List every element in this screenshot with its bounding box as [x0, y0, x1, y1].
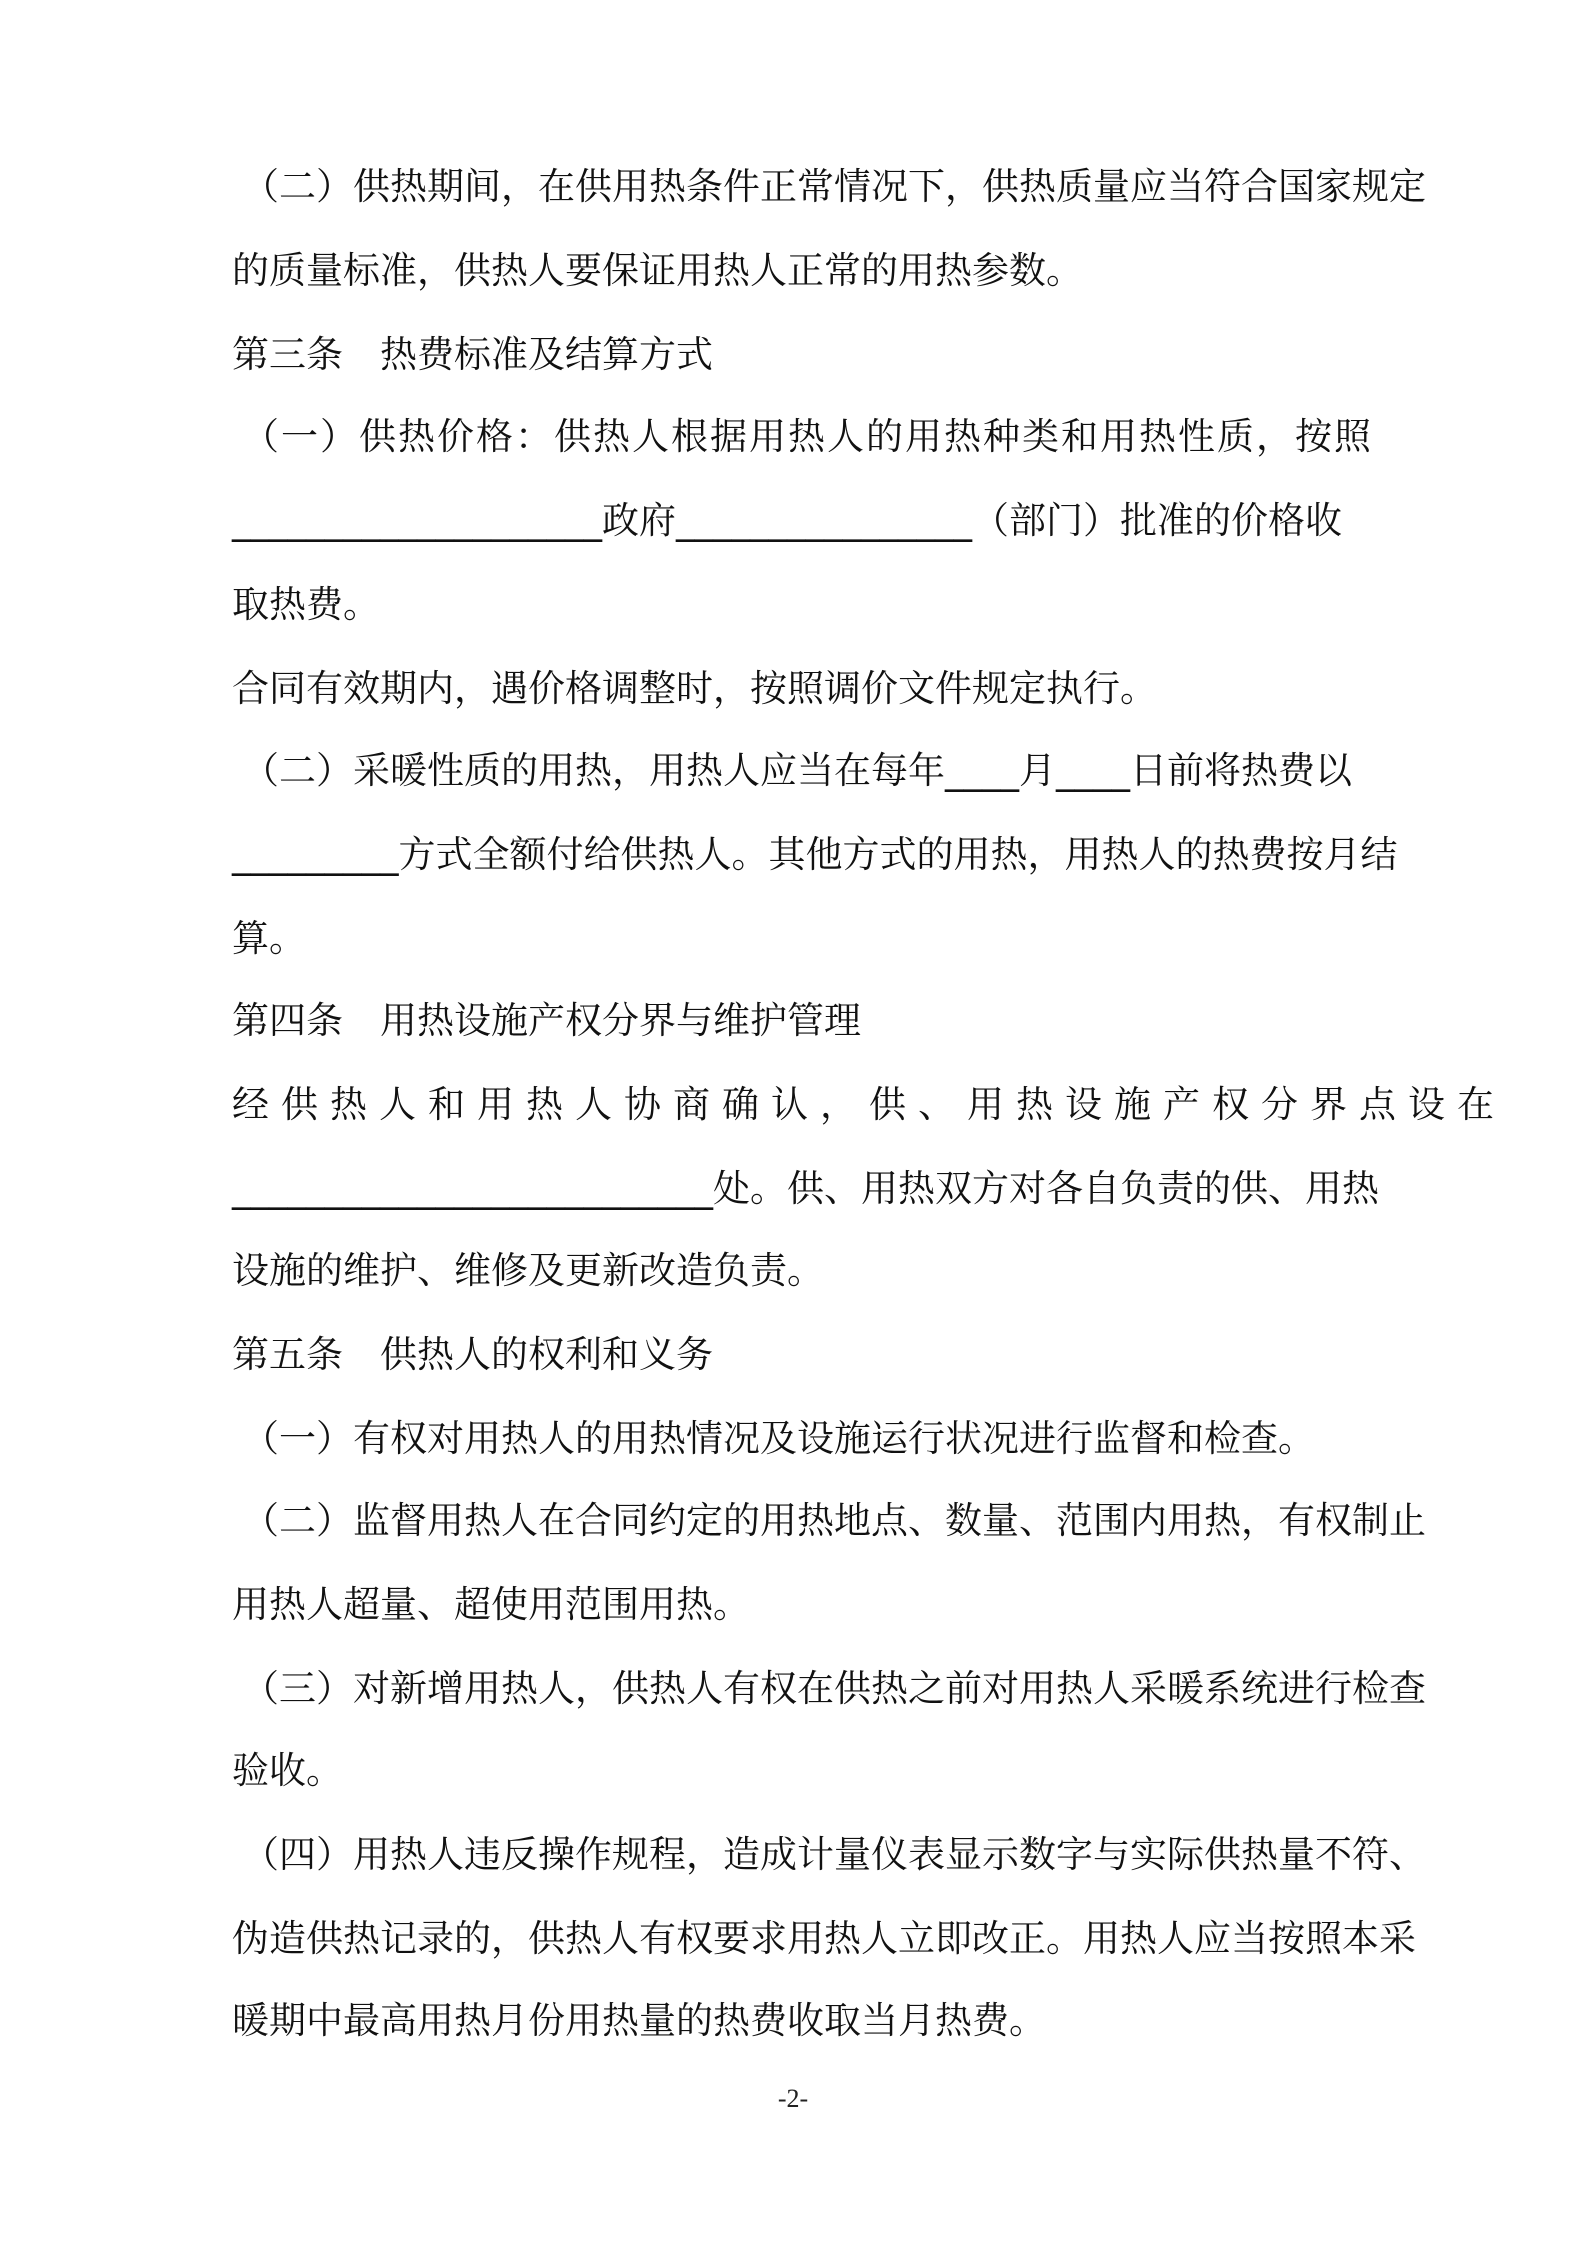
paragraph-line: __________________________处。供、用热双方对各自负责的供、用热 [232, 1167, 1379, 1210]
paragraph-line: （一）有权对用热人的用热情况及设施运行状况进行监督和检查。 [242, 1417, 1315, 1460]
paragraph-line: ____________________政府________________（部门）批准的价格收 [232, 499, 1342, 542]
page-number: -2- [777, 2084, 809, 2113]
paragraph-line: 算。 [232, 917, 306, 960]
article-heading: 第四条 用热设施产权分界与维护管理 [232, 999, 861, 1042]
paragraph-line: （二）采暖性质的用热，用热人应当在每年____月____日前将热费以 [242, 749, 1352, 792]
paragraph-line: 经供热人和用热人协商确认，供、用热设施产权分界点设在 [232, 1083, 1506, 1126]
paragraph-line: 的质量标准，供热人要保证用热人正常的用热参数。 [232, 249, 1083, 292]
paragraph-line: （四）用热人违反操作规程，造成计量仪表显示数字与实际供热量不符、 [242, 1833, 1426, 1876]
article-heading: 第三条 热费标准及结算方式 [232, 333, 713, 376]
paragraph-line: 验收。 [232, 1749, 343, 1792]
paragraph-line: 暖期中最高用热月份用热量的热费收取当月热费。 [232, 1999, 1046, 2042]
paragraph-line: _________方式全额付给供热人。其他方式的用热，用热人的热费按月结 [232, 833, 1398, 876]
paragraph-line: （二）监督用热人在合同约定的用热地点、数量、范围内用热，有权制止 [242, 1499, 1426, 1542]
article-heading: 第五条 供热人的权利和义务 [232, 1333, 713, 1376]
paragraph-line: （三）对新增用热人，供热人有权在供热之前对用热人采暖系统进行检查 [242, 1667, 1426, 1710]
paragraph-line: 取热费。 [232, 583, 380, 626]
paragraph-line: 用热人超量、超使用范围用热。 [232, 1583, 750, 1626]
paragraph-line: （二）供热期间，在供用热条件正常情况下，供热质量应当符合国家规定 [242, 165, 1426, 208]
paragraph-line: 合同有效期内，遇价格调整时，按照调价文件规定执行。 [232, 667, 1157, 710]
paragraph-line: （一）供热价格：供热人根据用热人的用热种类和用热性质，按照 [242, 415, 1373, 458]
paragraph-line: 设施的维护、维修及更新改造负责。 [232, 1249, 824, 1292]
paragraph-line: 伪造供热记录的，供热人有权要求用热人立即改正。用热人应当按照本采 [232, 1917, 1416, 1960]
